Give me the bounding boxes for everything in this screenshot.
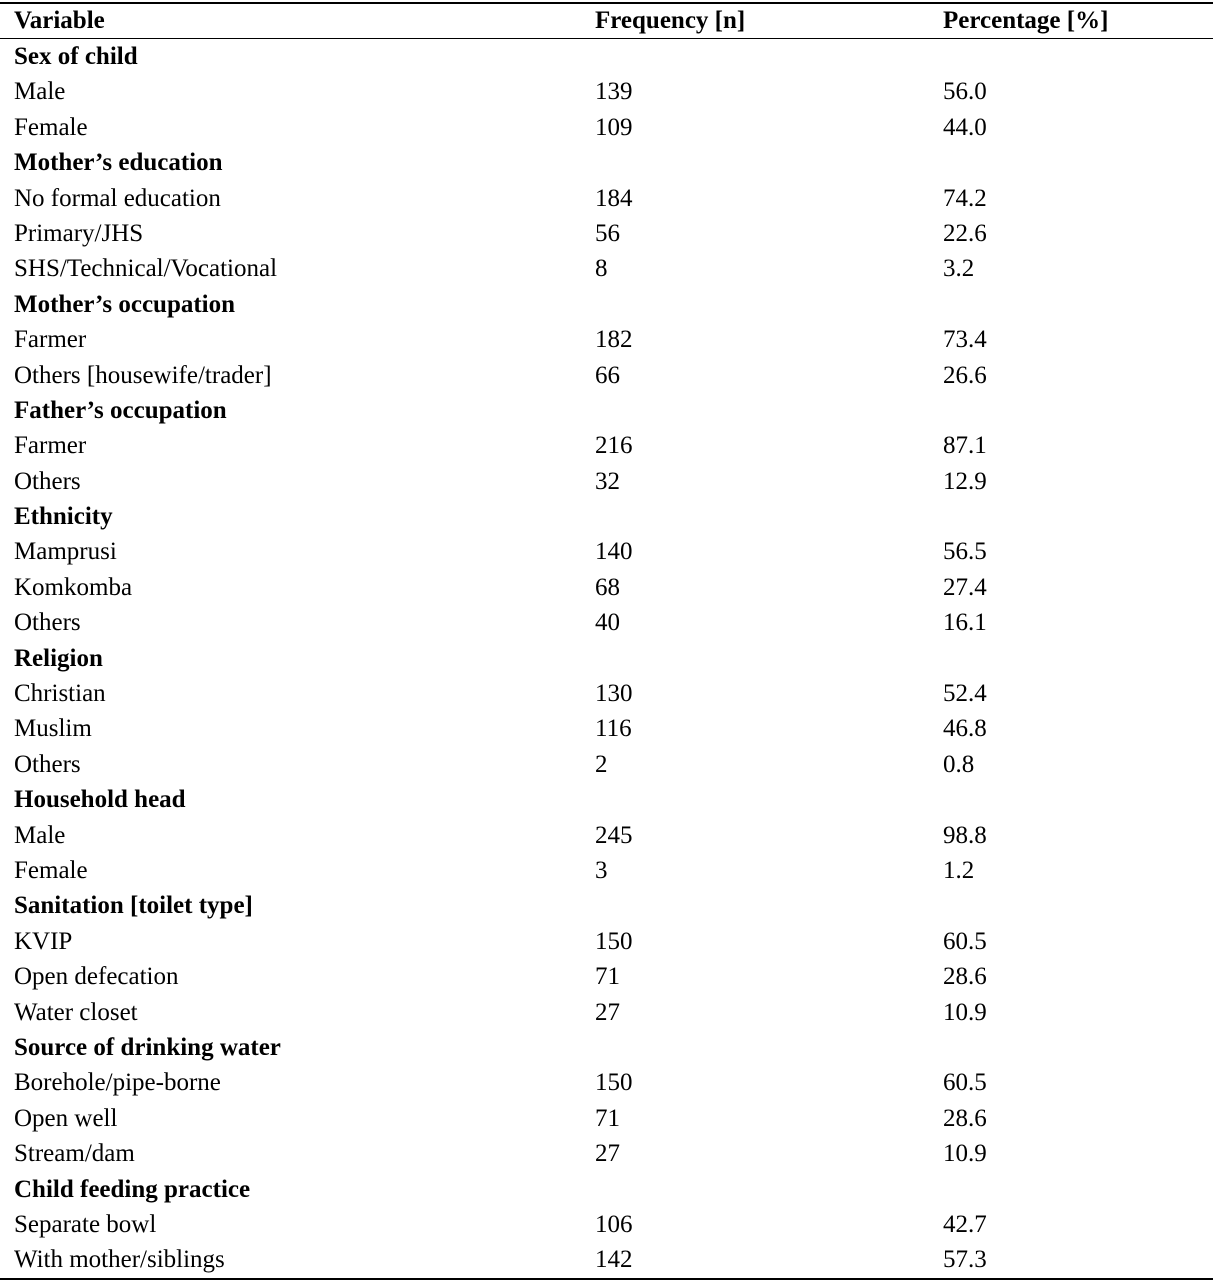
table-row	[0, 110, 1213, 145]
table-row	[0, 1101, 1213, 1136]
row-label: Primary/JHS	[14, 219, 144, 247]
table-row	[0, 570, 1213, 605]
percentage-cell: 16.1	[943, 609, 987, 637]
percentage-cell: 74.2	[943, 184, 987, 212]
table-row	[0, 1242, 1213, 1277]
table-row	[0, 1065, 1213, 1100]
section-title: Household head	[14, 786, 186, 814]
percentage-cell: 87.1	[943, 432, 987, 460]
frequency-cell: 40	[595, 609, 620, 637]
section-header-row	[0, 393, 1213, 428]
data-table	[0, 2, 1213, 1280]
table-row	[0, 995, 1213, 1030]
table-row	[0, 74, 1213, 109]
row-label: Female	[14, 113, 88, 141]
frequency-cell: 216	[595, 432, 633, 460]
frequency-cell: 66	[595, 361, 620, 389]
percentage-cell: 60.5	[943, 1069, 987, 1097]
percentage-cell: 42.7	[943, 1210, 987, 1238]
frequency-cell: 71	[595, 1104, 620, 1132]
row-label: Female	[14, 856, 88, 884]
percentage-cell: 28.6	[943, 963, 987, 991]
row-label: Open defecation	[14, 963, 179, 991]
frequency-cell: 56	[595, 219, 620, 247]
percentage-cell: 73.4	[943, 326, 987, 354]
table-row	[0, 853, 1213, 888]
row-label: SHS/Technical/Vocational	[14, 255, 278, 283]
section-header-row	[0, 39, 1213, 74]
table-row	[0, 1207, 1213, 1242]
header-frequency: Frequency [n]	[595, 7, 746, 34]
frequency-cell: 150	[595, 1069, 633, 1097]
percentage-cell: 0.8	[943, 750, 975, 778]
frequency-cell: 106	[595, 1210, 633, 1238]
row-label: Farmer	[14, 326, 87, 354]
table-row	[0, 464, 1213, 499]
percentage-cell: 12.9	[943, 467, 987, 495]
percentage-cell: 26.6	[943, 361, 987, 389]
row-label: Stream/dam	[14, 1140, 135, 1168]
row-label: Komkomba	[14, 573, 133, 601]
percentage-cell: 3.2	[943, 255, 975, 283]
section-title: Child feeding practice	[14, 1175, 251, 1203]
table-row	[0, 181, 1213, 216]
row-label: Muslim	[14, 715, 92, 743]
percentage-cell: 60.5	[943, 927, 987, 955]
percentage-cell: 10.9	[943, 1140, 987, 1168]
section-header-row	[0, 499, 1213, 534]
section-title: Sex of child	[14, 43, 138, 70]
frequency-cell: 150	[595, 927, 633, 955]
frequency-cell: 130	[595, 680, 633, 708]
table-row	[0, 818, 1213, 853]
row-label: Water closet	[14, 998, 138, 1026]
table-row	[0, 747, 1213, 782]
row-label: Christian	[14, 680, 106, 708]
percentage-cell: 28.6	[943, 1104, 987, 1132]
section-header-row	[0, 1172, 1213, 1207]
section-header-row	[0, 641, 1213, 676]
percentage-cell: 52.4	[943, 680, 987, 708]
row-label: Others [housewife/trader]	[14, 361, 272, 389]
section-title: Ethnicity	[14, 503, 113, 531]
row-label: Others	[14, 609, 81, 637]
frequency-cell: 139	[595, 78, 633, 106]
table-row	[0, 676, 1213, 711]
section-header-row	[0, 145, 1213, 180]
table-row	[0, 251, 1213, 286]
table-row	[0, 711, 1213, 746]
percentage-cell: 46.8	[943, 715, 987, 743]
table-row	[0, 358, 1213, 393]
row-label: Separate bowl	[14, 1210, 157, 1238]
percentage-cell: 27.4	[943, 573, 987, 601]
percentage-cell: 56.5	[943, 538, 987, 566]
table-row	[0, 322, 1213, 357]
section-header-row	[0, 287, 1213, 322]
frequency-cell: 116	[595, 715, 632, 743]
table-row	[0, 216, 1213, 251]
section-title: Religion	[14, 644, 103, 672]
row-label: Male	[14, 821, 66, 849]
frequency-cell: 245	[595, 821, 633, 849]
percentage-cell: 57.3	[943, 1246, 987, 1274]
percentage-cell: 44.0	[943, 113, 987, 141]
frequency-cell: 184	[595, 184, 633, 212]
table-row	[0, 428, 1213, 463]
frequency-cell: 68	[595, 573, 620, 601]
percentage-cell: 98.8	[943, 821, 987, 849]
percentage-cell: 1.2	[943, 856, 975, 884]
frequency-cell: 140	[595, 538, 633, 566]
frequency-cell: 71	[595, 963, 620, 991]
row-label: Mamprusi	[14, 538, 117, 566]
table-bottom-rule	[0, 1278, 1213, 1280]
percentage-cell: 56.0	[943, 78, 987, 106]
section-title: Mother’s education	[14, 149, 223, 177]
frequency-cell: 182	[595, 326, 633, 354]
frequency-cell: 27	[595, 1140, 620, 1168]
frequency-cell: 2	[595, 750, 608, 778]
table-row	[0, 924, 1213, 959]
row-label: Farmer	[14, 432, 87, 460]
frequency-cell: 142	[595, 1246, 633, 1274]
row-label: With mother/siblings	[14, 1246, 225, 1274]
table-row	[0, 1136, 1213, 1171]
header-percentage: Percentage [%]	[943, 7, 1109, 34]
table-header-row	[0, 4, 1213, 38]
row-label: Others	[14, 750, 81, 778]
frequency-cell: 109	[595, 113, 633, 141]
header-variable: Variable	[14, 7, 105, 34]
table-body	[0, 39, 1213, 1278]
frequency-cell: 27	[595, 998, 620, 1026]
table-row	[0, 534, 1213, 569]
row-label: Borehole/pipe-borne	[14, 1069, 221, 1097]
frequency-cell: 32	[595, 467, 620, 495]
row-label: Others	[14, 467, 81, 495]
table-row	[0, 959, 1213, 994]
row-label: No formal education	[14, 184, 221, 212]
row-label: Open well	[14, 1104, 118, 1132]
percentage-cell: 22.6	[943, 219, 987, 247]
table-row	[0, 605, 1213, 640]
section-header-row	[0, 888, 1213, 923]
row-label: Male	[14, 78, 66, 106]
percentage-cell: 10.9	[943, 998, 987, 1026]
section-header-row	[0, 782, 1213, 817]
frequency-cell: 3	[595, 856, 608, 884]
row-label: KVIP	[14, 927, 73, 955]
section-title: Father’s occupation	[14, 396, 227, 424]
section-title: Source of drinking water	[14, 1033, 281, 1061]
frequency-cell: 8	[595, 255, 608, 283]
section-title: Sanitation [toilet type]	[14, 892, 253, 920]
section-header-row	[0, 1030, 1213, 1065]
section-title: Mother’s occupation	[14, 290, 236, 318]
